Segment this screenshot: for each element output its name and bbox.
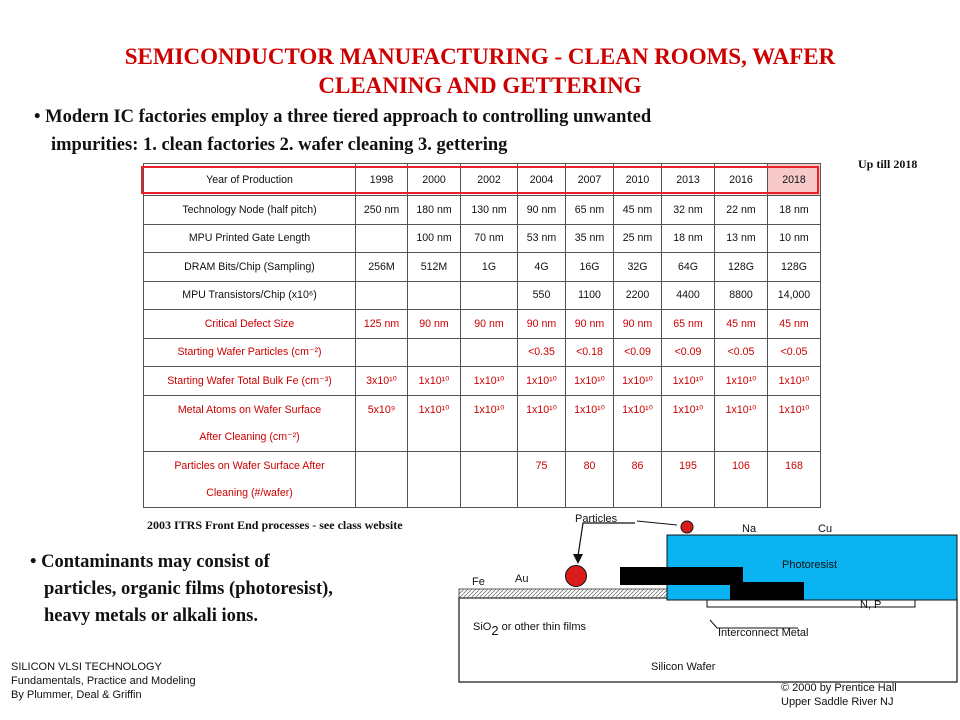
value-cell: 90 nm xyxy=(408,310,461,339)
value-cell: 64G xyxy=(662,253,715,282)
label-na: Na xyxy=(742,523,757,535)
value-cell: 14,000 xyxy=(768,281,821,310)
label-fe: Fe xyxy=(472,576,485,588)
row-label: Critical Defect Size xyxy=(144,310,356,339)
table-row xyxy=(144,479,821,507)
value-cell: 22 nm xyxy=(715,196,768,225)
value-cell: <0.09 xyxy=(662,338,715,367)
value-cell xyxy=(566,479,614,507)
value-cell: 130 nm xyxy=(461,196,518,225)
value-cell: 1x10¹⁰ xyxy=(518,367,566,396)
value-cell: 35 nm xyxy=(566,224,614,253)
value-cell: 100 nm xyxy=(408,224,461,253)
value-cell xyxy=(566,423,614,451)
value-cell xyxy=(461,423,518,451)
value-cell: 1x10¹⁰ xyxy=(566,395,614,423)
value-cell xyxy=(461,479,518,507)
value-cell xyxy=(614,423,662,451)
value-cell: <0.35 xyxy=(518,338,566,367)
value-cell xyxy=(461,338,518,367)
row-label: Starting Wafer Total Bulk Fe (cm⁻³) xyxy=(144,367,356,396)
value-cell: 168 xyxy=(768,451,821,479)
value-cell: 1x10¹⁰ xyxy=(614,367,662,396)
slide-title xyxy=(40,42,920,100)
table-row xyxy=(144,196,821,225)
row-label: MPU Transistors/Chip (x10⁶) xyxy=(144,281,356,310)
particle-arrow xyxy=(578,523,635,556)
value-cell: 2200 xyxy=(614,281,662,310)
row-label: Particles on Wafer Surface After xyxy=(144,451,356,479)
up-till-note: Up till 2018 xyxy=(858,157,918,171)
value-cell: 5x10⁹ xyxy=(356,395,408,423)
value-cell: 1x10¹⁰ xyxy=(768,367,821,396)
value-cell: 90 nm xyxy=(461,310,518,339)
value-cell: 1x10¹⁰ xyxy=(408,367,461,396)
row-label: Metal Atoms on Wafer Surface xyxy=(144,395,356,423)
value-cell: 10 nm xyxy=(768,224,821,253)
value-cell xyxy=(518,423,566,451)
value-cell: 65 nm xyxy=(566,196,614,225)
value-cell: 106 xyxy=(715,451,768,479)
publisher-credits-line-1: © 2000 by Prentice Hall xyxy=(781,682,897,694)
value-cell: 18 nm xyxy=(662,224,715,253)
wafer-cross-section xyxy=(455,510,960,685)
value-cell: 75 xyxy=(518,451,566,479)
table-row xyxy=(144,367,821,396)
label-au: Au xyxy=(515,573,529,585)
itrs-table xyxy=(143,163,821,508)
intro-bullet-line-2: impurities: 1. clean factories 2. wafer cleaning 3. gettering xyxy=(51,135,508,155)
value-cell xyxy=(356,479,408,507)
value-cell: 1x10¹⁰ xyxy=(715,395,768,423)
value-cell: 8800 xyxy=(715,281,768,310)
table-row xyxy=(144,338,821,367)
interconnect-metal-lower xyxy=(730,582,804,600)
value-cell: 70 nm xyxy=(461,224,518,253)
value-cell: 550 xyxy=(518,281,566,310)
value-cell: <0.09 xyxy=(614,338,662,367)
book-credits-line-1: SILICON VLSI TECHNOLOGY xyxy=(11,661,162,673)
table-row xyxy=(144,310,821,339)
contamination-diagram xyxy=(455,510,960,685)
value-cell xyxy=(614,479,662,507)
value-cell xyxy=(461,281,518,310)
small-particle xyxy=(681,521,693,533)
book-credits xyxy=(11,660,196,702)
value-cell: 90 nm xyxy=(566,310,614,339)
value-cell xyxy=(408,451,461,479)
value-cell: 1x10¹⁰ xyxy=(461,395,518,423)
label-photoresist: Photoresist xyxy=(782,559,838,571)
particle-arrow-2 xyxy=(637,521,677,525)
row-label: MPU Printed Gate Length xyxy=(144,224,356,253)
table-caption: 2003 ITRS Front End processes - see class website xyxy=(147,518,403,532)
value-cell xyxy=(408,338,461,367)
value-cell: 45 nm xyxy=(715,310,768,339)
year-cell: 2000 xyxy=(408,164,461,196)
value-cell xyxy=(356,338,408,367)
value-cell: 1100 xyxy=(566,281,614,310)
value-cell: 90 nm xyxy=(614,310,662,339)
value-cell: 32G xyxy=(614,253,662,282)
value-cell xyxy=(408,423,461,451)
value-cell: 45 nm xyxy=(614,196,662,225)
value-cell: 1x10¹⁰ xyxy=(715,367,768,396)
value-cell xyxy=(461,451,518,479)
value-cell xyxy=(518,479,566,507)
year-cell: 2010 xyxy=(614,164,662,196)
value-cell: 4400 xyxy=(662,281,715,310)
value-cell: 1x10¹⁰ xyxy=(566,367,614,396)
value-cell: 32 nm xyxy=(662,196,715,225)
value-cell xyxy=(356,281,408,310)
table-row xyxy=(144,224,821,253)
year-cell: 2007 xyxy=(566,164,614,196)
value-cell xyxy=(408,281,461,310)
value-cell: 1x10¹⁰ xyxy=(614,395,662,423)
title-line-1: SEMICONDUCTOR MANUFACTURING - CLEAN ROOMS, WAFER xyxy=(124,44,836,69)
year-cell: 2002 xyxy=(461,164,518,196)
value-cell: 1x10¹⁰ xyxy=(768,395,821,423)
value-cell xyxy=(768,423,821,451)
value-cell: 1x10¹⁰ xyxy=(461,367,518,396)
intro-bullet-line-1: • Modern IC factories employ a three tiered approach to controlling unwanted xyxy=(34,107,652,127)
value-cell: 65 nm xyxy=(662,310,715,339)
particle-arrow-head xyxy=(573,554,583,564)
row-label: Technology Node (half pitch) xyxy=(144,196,356,225)
table-row xyxy=(144,395,821,423)
value-cell: 80 xyxy=(566,451,614,479)
label-sio2: SiO2 or other thin films xyxy=(473,621,586,638)
value-cell: 180 nm xyxy=(408,196,461,225)
value-cell: 128G xyxy=(768,253,821,282)
value-cell xyxy=(408,479,461,507)
header-label: Year of Production xyxy=(144,164,356,196)
contaminants-line-3: heavy metals or alkali ions. xyxy=(44,606,258,626)
publisher-credits xyxy=(781,681,897,709)
book-credits-line-2: Fundamentals, Practice and Modeling xyxy=(11,675,196,687)
value-cell: 25 nm xyxy=(614,224,662,253)
value-cell xyxy=(662,479,715,507)
value-cell: 1G xyxy=(461,253,518,282)
value-cell xyxy=(715,423,768,451)
value-cell: 53 nm xyxy=(518,224,566,253)
label-interconnect-metal: Interconnect Metal xyxy=(718,627,809,639)
value-cell: 250 nm xyxy=(356,196,408,225)
year-cell-highlighted: 2018 xyxy=(768,164,821,196)
label-particles: Particles xyxy=(575,513,618,525)
value-cell: 1x10¹⁰ xyxy=(408,395,461,423)
row-label: Starting Wafer Particles (cm⁻²) xyxy=(144,338,356,367)
title-line-2: CLEANING AND GETTERING xyxy=(318,73,642,98)
value-cell: <0.18 xyxy=(566,338,614,367)
value-cell: 90 nm xyxy=(518,196,566,225)
intro-bullet xyxy=(34,103,651,159)
label-np: N, P xyxy=(860,599,882,611)
value-cell: 256M xyxy=(356,253,408,282)
row-label: Cleaning (#/wafer) xyxy=(144,479,356,507)
value-cell: 18 nm xyxy=(768,196,821,225)
value-cell xyxy=(715,479,768,507)
value-cell: 13 nm xyxy=(715,224,768,253)
table-header-row xyxy=(144,164,821,196)
value-cell: 4G xyxy=(518,253,566,282)
value-cell: 86 xyxy=(614,451,662,479)
value-cell: <0.05 xyxy=(715,338,768,367)
contaminants-bullet xyxy=(30,549,333,630)
value-cell xyxy=(356,224,408,253)
value-cell: 3x10¹⁰ xyxy=(356,367,408,396)
table-row xyxy=(144,281,821,310)
year-cell: 2013 xyxy=(662,164,715,196)
value-cell xyxy=(356,451,408,479)
value-cell: 45 nm xyxy=(768,310,821,339)
interconnect-metal-upper xyxy=(620,567,743,585)
value-cell xyxy=(662,423,715,451)
year-cell: 1998 xyxy=(356,164,408,196)
value-cell: 1x10¹⁰ xyxy=(662,395,715,423)
label-cu: Cu xyxy=(818,523,833,535)
large-particle xyxy=(566,566,587,587)
value-cell: 125 nm xyxy=(356,310,408,339)
value-cell: 90 nm xyxy=(518,310,566,339)
table-row xyxy=(144,423,821,451)
value-cell: <0.05 xyxy=(768,338,821,367)
publisher-credits-line-2: Upper Saddle River NJ xyxy=(781,696,894,708)
year-cell: 2004 xyxy=(518,164,566,196)
book-credits-line-3: By Plummer, Deal & Griffin xyxy=(11,689,142,701)
table-row xyxy=(144,253,821,282)
row-label: DRAM Bits/Chip (Sampling) xyxy=(144,253,356,282)
table-row xyxy=(144,451,821,479)
value-cell: 512M xyxy=(408,253,461,282)
value-cell xyxy=(768,479,821,507)
value-cell: 1x10¹⁰ xyxy=(662,367,715,396)
value-cell: 1x10¹⁰ xyxy=(518,395,566,423)
year-cell: 2016 xyxy=(715,164,768,196)
contaminants-line-2: particles, organic films (photoresist), xyxy=(44,579,333,599)
value-cell: 128G xyxy=(715,253,768,282)
value-cell: 16G xyxy=(566,253,614,282)
label-silicon-wafer: Silicon Wafer xyxy=(651,661,716,673)
value-cell xyxy=(356,423,408,451)
row-label: After Cleaning (cm⁻²) xyxy=(144,423,356,451)
value-cell: 195 xyxy=(662,451,715,479)
contaminants-line-1: • Contaminants may consist of xyxy=(30,552,270,572)
